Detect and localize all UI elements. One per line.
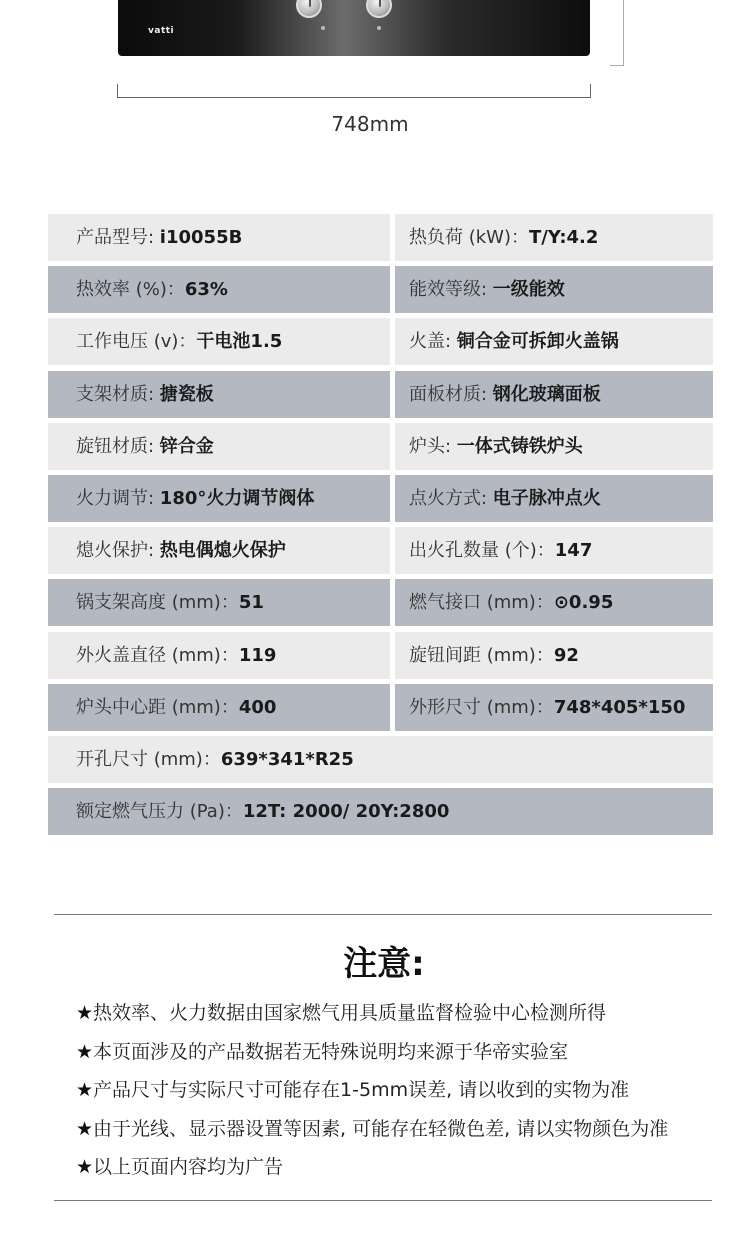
spec-value: 63% <box>184 279 228 301</box>
spec-cell-right <box>395 214 713 261</box>
spec-value: 12T: 2000/ 20Y:2800 <box>242 801 450 823</box>
spec-label: 火盖: <box>409 331 457 353</box>
spec-value: 147 <box>554 540 593 562</box>
spec-label: 火力调节: <box>76 487 160 509</box>
spec-cell-right <box>395 475 713 522</box>
spec-cell-left <box>48 318 390 365</box>
spec-cell-left <box>48 632 390 679</box>
spec-label: 点火方式: <box>409 487 493 509</box>
spec-value: 钢化玻璃面板 <box>492 383 601 405</box>
spec-label: 产品型号: <box>76 227 160 248</box>
spec-row <box>48 475 713 522</box>
spec-value: 一体式铸铁炉头 <box>456 435 583 457</box>
spec-row <box>48 318 713 365</box>
note-text: 产品尺寸与实际尺寸可能存在1-5mm误差, 请以收到的实物为准 <box>93 1079 630 1101</box>
left-knob-icon <box>296 0 322 18</box>
spec-value: 搪瓷板 <box>159 383 214 405</box>
star-icon: ★ <box>76 1079 94 1101</box>
spec-value: i10055B <box>159 227 243 248</box>
spec-cell-left <box>48 423 390 470</box>
note-text: 热效率、火力数据由国家燃气用具质量监督检验中心检测所得 <box>93 1002 607 1024</box>
spec-value: 639*341*R25 <box>220 748 354 770</box>
spec-cell-right <box>395 527 713 574</box>
spec-label: 外形尺寸 (mm)： <box>409 696 554 718</box>
spec-label: 热效率 (%)： <box>76 279 185 301</box>
spec-value: T/Y:4.2 <box>529 227 599 248</box>
spec-cell-full <box>48 736 713 783</box>
spec-label: 热负荷 (kW)： <box>409 227 529 248</box>
spec-table <box>48 214 713 840</box>
spec-value: 干电池1.5 <box>196 331 283 353</box>
spec-row <box>48 736 713 783</box>
star-icon: ★ <box>76 1040 94 1063</box>
spec-value: ⊙0.95 <box>553 592 614 614</box>
note-item <box>76 1075 668 1114</box>
spec-cell-left <box>48 684 390 731</box>
note-item <box>76 1037 668 1076</box>
spec-row <box>48 684 713 731</box>
spec-cell-right <box>395 318 713 365</box>
spec-value: 748*405*150 <box>553 696 686 718</box>
spec-row <box>48 266 713 313</box>
knob-indicator-dot-icon <box>321 26 325 30</box>
width-dimension-line <box>117 84 591 98</box>
star-icon: ★ <box>76 1117 94 1140</box>
spec-label: 旋钮材质: <box>76 435 160 457</box>
notes-title: 注意: <box>343 944 425 984</box>
spec-label: 支架材质: <box>76 383 160 405</box>
spec-label: 锅支架高度 (mm)： <box>76 592 239 614</box>
spec-value: 铜合金可拆卸火盖锅 <box>456 331 619 353</box>
spec-label: 出火孔数量 (个)： <box>409 540 555 562</box>
notes-bottom-divider <box>54 1200 712 1201</box>
spec-value: 180°火力调节阀体 <box>159 487 315 509</box>
spec-value: 电子脉冲点火 <box>492 487 601 509</box>
note-item <box>76 1152 668 1191</box>
star-icon: ★ <box>76 1156 94 1178</box>
note-item <box>76 998 668 1037</box>
spec-value: 51 <box>238 592 264 614</box>
spec-label: 炉头: <box>409 435 457 457</box>
spec-value: 119 <box>238 644 277 666</box>
spec-row <box>48 423 713 470</box>
spec-value: 锌合金 <box>159 435 214 457</box>
right-knob-icon <box>366 0 392 18</box>
spec-cell-left <box>48 475 390 522</box>
spec-label: 工作电压 (v)： <box>76 331 197 353</box>
spec-label: 额定燃气压力 (Pa)： <box>76 801 243 823</box>
stove-product-image <box>118 0 590 56</box>
spec-row <box>48 632 713 679</box>
spec-row <box>48 214 713 261</box>
spec-cell-right <box>395 266 713 313</box>
spec-cell-right <box>395 632 713 679</box>
note-text: 由于光线、显示器设置等因素, 可能存在轻微色差, 请以实物颜色为准 <box>93 1117 669 1140</box>
spec-cell-left <box>48 266 390 313</box>
spec-label: 熄火保护: <box>76 540 160 562</box>
spec-label: 开孔尺寸 (mm)： <box>76 748 221 770</box>
spec-cell-full <box>48 788 713 835</box>
spec-label: 炉头中心距 (mm)： <box>76 696 239 718</box>
spec-label: 外火盖直径 (mm)： <box>76 644 239 666</box>
width-dimension-label: 748mm <box>331 112 409 136</box>
spec-cell-right <box>395 371 713 418</box>
note-text: 以上页面内容均为广告 <box>93 1156 284 1178</box>
spec-cell-right <box>395 423 713 470</box>
spec-value: 一级能效 <box>492 279 565 301</box>
spec-cell-left <box>48 371 390 418</box>
spec-value: 92 <box>553 644 579 666</box>
notes-list <box>76 998 668 1191</box>
spec-row <box>48 788 713 835</box>
spec-label: 旋钮间距 (mm)： <box>409 644 554 666</box>
spec-row <box>48 579 713 626</box>
spec-value: 热电偶熄火保护 <box>159 540 286 562</box>
note-item <box>76 1114 668 1153</box>
spec-cell-left <box>48 214 390 261</box>
spec-cell-right <box>395 684 713 731</box>
note-text: 本页面涉及的产品数据若无特殊说明均来源于华帝实验室 <box>93 1040 569 1063</box>
star-icon: ★ <box>76 1002 94 1024</box>
spec-value: 400 <box>238 696 277 718</box>
depth-dimension-line <box>620 0 624 66</box>
spec-label: 燃气接口 (mm)： <box>409 592 554 614</box>
spec-cell-right <box>395 579 713 626</box>
spec-row <box>48 371 713 418</box>
spec-cell-left <box>48 579 390 626</box>
spec-label: 能效等级: <box>409 279 493 301</box>
brand-logo: vatti <box>148 26 175 36</box>
notes-top-divider <box>54 914 712 915</box>
spec-label: 面板材质: <box>409 383 493 405</box>
spec-cell-left <box>48 527 390 574</box>
spec-row <box>48 527 713 574</box>
knob-indicator-dot-icon <box>377 26 381 30</box>
